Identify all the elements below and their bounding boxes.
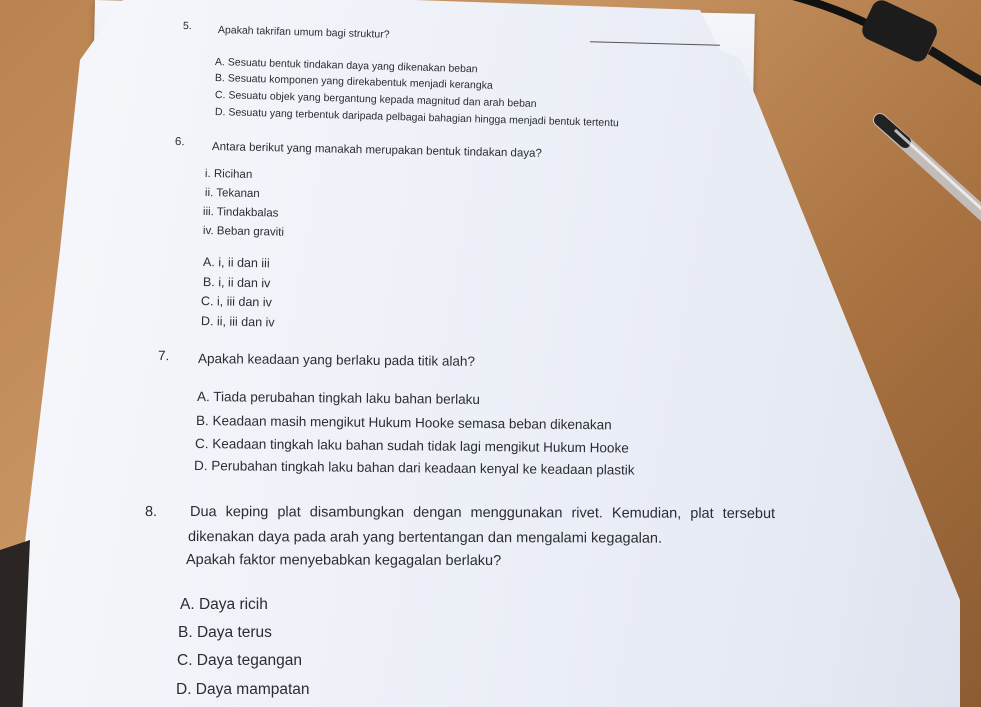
q6-option-d: D. ii, iii dan iv	[200, 314, 275, 330]
q7-option-d: D. Perubahan tingkah laku bahan dari keadaan kenyal ke keadaan plastik	[193, 458, 635, 478]
q8-option-a: A. Daya ricih	[180, 596, 268, 613]
q8-line-1: Dua keping plat disambungkan dengan menggunakan rivet. Kemudian, plat tersebut	[189, 504, 776, 523]
q7-question: Apakah keadaan yang berlaku pada titik alah?	[197, 351, 476, 369]
q8-line-2: dikenakan daya pada arah yang bertentangan dan mengalami kegagalan.	[187, 529, 663, 547]
q7-option-a: A. Tiada perubahan tingkah laku bahan berlaku	[196, 389, 481, 407]
q5-option-c: C. Sesuatu objek yang bergantung kepada magnitud dan arah beban	[214, 89, 537, 110]
q7-number: 7.	[157, 348, 170, 364]
q6-item-iv: iv. Beban graviti	[202, 225, 285, 239]
q5-number: 5.	[182, 20, 192, 33]
q8-option-b: B. Daya terus	[178, 624, 272, 641]
q5-option-a: A. Sesuatu bentuk tindakan daya yang dikenakan beban	[214, 56, 478, 76]
q6-item-i: i. Ricihan	[204, 168, 253, 181]
q8-number: 8.	[144, 504, 158, 521]
q6-option-b: B. i, ii dan iv	[202, 275, 271, 291]
q6-option-a: A. i, ii dan iii	[202, 255, 270, 271]
q7-option-b: B. Keadaan masih mengikut Hukum Hooke semasa beban dikenakan	[195, 413, 612, 433]
q6-number: 6.	[174, 136, 185, 149]
q6-item-ii: ii. Tekanan	[204, 187, 260, 201]
q5-option-d: D. Sesuatu yang terbentuk daripada pelbagai bahagian hingga menjadi bentuk tertentu	[214, 106, 619, 130]
answer-line	[590, 41, 720, 45]
q6-item-iii: iii. Tindakbalas	[202, 206, 279, 220]
q8-option-d: D. Daya mampatan	[176, 681, 310, 698]
q8-line-3: Apakah faktor menyebabkan kegagalan berlaku?	[185, 552, 502, 570]
q7-option-c: C. Keadaan tingkah laku bahan sudah tidak lagi mengikut Hukum Hooke	[194, 436, 629, 456]
q6-option-c: C. i, iii dan iv	[200, 294, 272, 310]
q6-question: Antara berikut yang manakah merupakan bentuk tindakan daya?	[211, 141, 542, 160]
q8-option-c: C. Daya tegangan	[177, 652, 302, 669]
q5-option-b: B. Sesuatu komponen yang direkabentuk menjadi kerangka	[214, 72, 493, 92]
q5-question: Apakah takrifan umum bagi struktur?	[217, 24, 390, 41]
